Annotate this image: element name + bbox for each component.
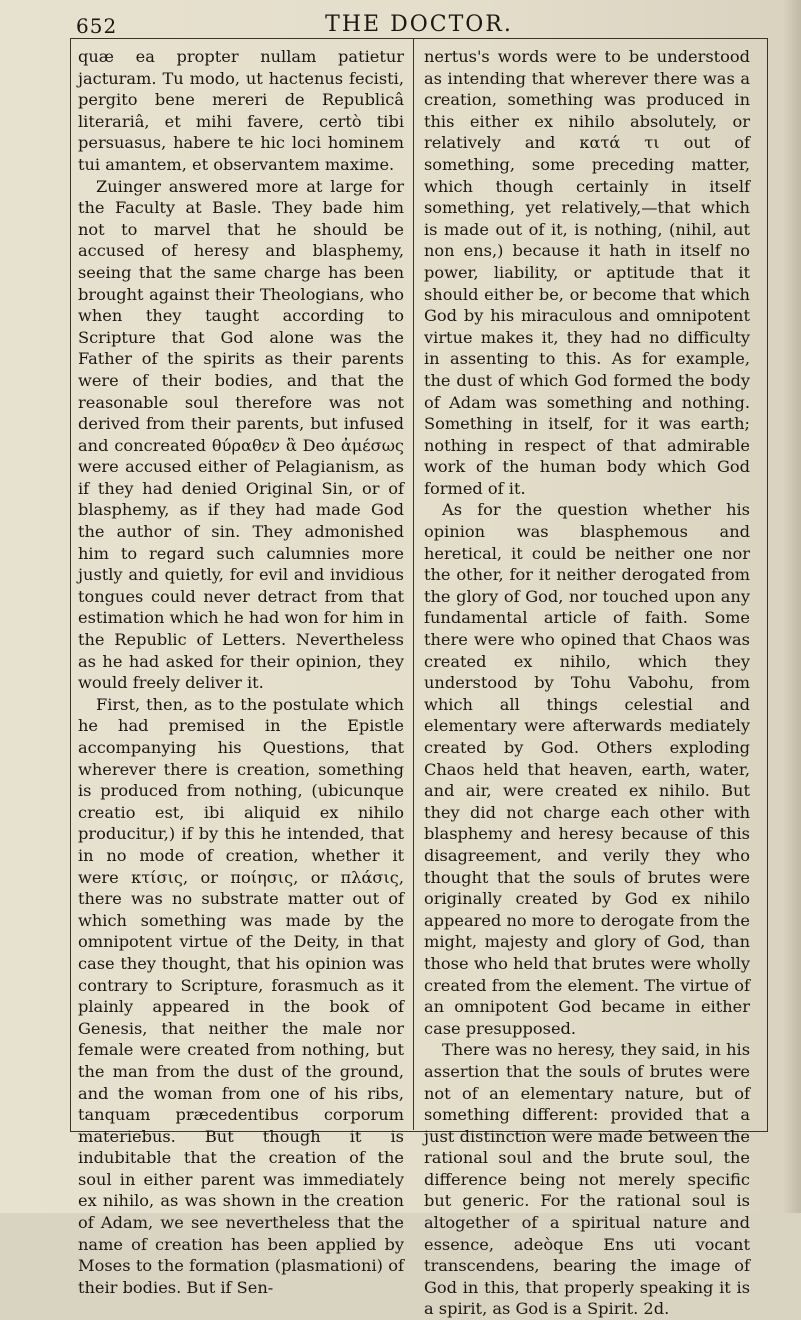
- column-divider: [413, 38, 414, 1130]
- paragraph: As for the question whether his opinion was blasphemous and heretical, it could be neither one nor the other, for it neither derogated from the glory of God, nor touched upon any fundamental article of faith. Some there were who opined that Chaos was created ex nihilo, which they understood by Tohu Vabohu, from which all things celestial and elementary were afterwards mediately created by God. Others exploding Chaos held that heaven, earth, water, and air, were created ex nihilo. But they did not charge each other with blasphemy and heresy because of this disagreement, and verily they who thought that the souls of brutes were originally created by God ex nihilo appeared no more to derogate from the might, majesty and glory of God, than those who held that brutes were wholly created from the element. The virtue of an omnipotent God became in either case presupposed.: [424, 500, 750, 1038]
- paragraph: quæ ea propter nullam patietur jacturam. Tu modo, ut hactenus fecisti, pergito bene mereri de Republicâ literariâ, et mihi favere, certò tibi persuasus, habere te hic loci hominem tui amantem, et observantem maxime.: [78, 47, 404, 174]
- left-column: [78, 46, 404, 1298]
- paragraph: There was no heresy, they said, in his assertion that the souls of brutes were not of an elementary nature, but of something different: provided that a just distinction were made between the rational soul and the brute soul, the difference being not merely specific but generic. For the rational soul is altogether of a spiritual nature and essence, adeòque Ens uti vocant transcendens, bearing the image of God in this, that properly speaking it is a spirit, as God is a Spirit. 2d.: [424, 1040, 750, 1319]
- paragraph: nertus's words were to be understood as intending that wherever there was a creation, something was produced in this either ex nihilo absolutely, or relatively and κατά τι out of something, some preceding matter, which though certainly in itself something, yet relatively,—that which is made out of it, is nothing, (nihil, aut non ens,) because it hath in itself no power, liability, or aptitude that it should either be, or become that which God by his miraculous and omnipotent virtue makes it, they had no difficulty in assenting to this. As for example, the dust of which God formed the body of Adam was something and nothing. Something in itself, for it was earth; nothing in respect of that admirable work of the human body which God formed of it.: [424, 47, 750, 498]
- paragraph: Zuinger answered more at large for the Faculty at Basle. They bade him not to marvel that he should be accused of heresy and blasphemy, seeing that the same charge has been brought against their Theologians, who when they taught according to Scripture that God alone was the Father of the spirits as their parents were of their bodies, and that the reasonable soul therefore was not derived from their parents, but infused and concreated θύραθεν ἃ Deo ἀμέσως were accused either of Pelagianism, as if they had denied Original Sin, or of blasphemy, as if they had made God the author of sin. They admonished him to regard such calumnies more justly and quietly, for evil and invidious tongues could never detract from that estimation which he had won for him in the Republic of Letters. Nevertheless as he had asked for their opinion, they would freely deliver it.: [78, 176, 404, 693]
- paragraph: First, then, as to the postulate which he had premised in the Epistle accompanying his Questions, that wherever there is creation, something is produced from nothing, (ubicunque creatio est, ibi aliquid ex nihilo producitur,) if by this he intended, that in no mode of creation, whether it were κτίσις, or ποίησις, or πλάσις, there was no substrate matter out of which something was made by the omnipotent virtue of the Deity, in that case they thought, that his opinion was contrary to Scripture, forasmuch as it plainly appeared in the book of Genesis, that neither the male nor female were created from nothing, but the man from the dust of the ground, and the woman from one of his ribs, tanquam præcedentibus corporum materiebus. But though it is indubitable that the creation of the soul in either parent was immediately ex nihilo, as was shown in the creation of Adam, we see nevertheless that the name of creation has been applied by Moses to the formation (plasmationi) of their bodies. But if Sen-: [78, 694, 404, 1297]
- right-column: [424, 46, 750, 1320]
- running-title: THE DOCTOR.: [325, 12, 513, 37]
- running-header: [70, 8, 768, 38]
- page-number: 652: [76, 14, 118, 38]
- page-edge-shadow: [783, 0, 801, 1213]
